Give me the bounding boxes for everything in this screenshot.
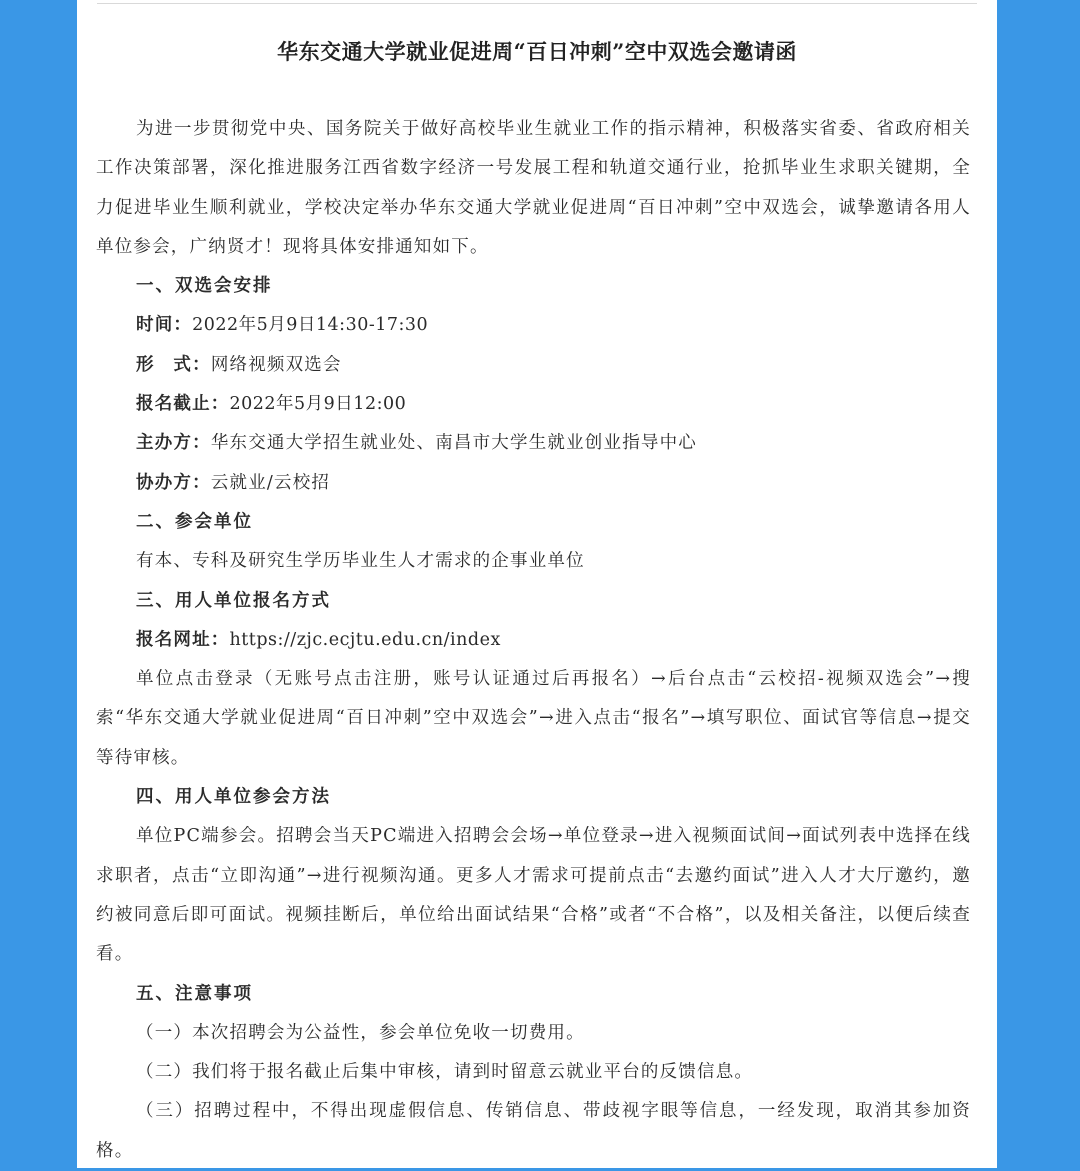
cohost-value: 云就业/云校招: [210, 472, 331, 493]
deadline-row: [96, 385, 971, 424]
participation-method: 单位PC端参会。招聘会当天PC端进入招聘会会场→单位登录→进入视频面试间→面试列表中选择在线求职者，点击“立即沟通”→进行视频沟通。更多人才需求可提前点击“去邀约面试”进入人才大厅邀约，邀约被同意后即可面试。视频挂断后，单位给出面试结果“合格”或者“不合格”，以及相关备注，以便后续查看。: [96, 826, 971, 965]
registration-url-row: [96, 621, 971, 660]
url-label: 报名网址：: [136, 629, 230, 650]
notice-item: （三）招聘过程中，不得出现虚假信息、传销信息、带歧视字眼等信息，一经发现，取消其参加资格。: [96, 1101, 971, 1161]
time-row: [96, 306, 971, 345]
host-row: [96, 424, 971, 463]
cohost-label: 协办方：: [136, 472, 211, 493]
form-value: 网络视频双选会: [210, 354, 342, 375]
document-page: [77, 0, 997, 1168]
host-label: 主办方：: [136, 433, 211, 454]
time-value: 2022年5月9日14:30-17:30: [192, 315, 429, 336]
notice-item: （一）本次招聘会为公益性，参会单位免收一切费用。: [136, 1022, 585, 1043]
intro-paragraph: 为进一步贯彻党中央、国务院关于做好高校毕业生就业工作的指示精神，积极落实省委、省政府相关工作决策部署，深化推进服务江西省数字经济一号发展工程和轨道交通行业，抢抓毕业生求职关键期，全力促进毕业生顺利就业，学校决定举办华东交通大学就业促进周“百日冲刺”空中双选会，诚挚邀请各用人单位参会，广纳贤才！现将具体安排通知如下。: [96, 119, 971, 257]
participants-text: 有本、专科及研究生学历毕业生人才需求的企事业单位: [136, 551, 585, 572]
form-row: [96, 346, 971, 385]
section-heading: 三、用人单位报名方式: [136, 590, 331, 611]
deadline-value: 2022年5月9日12:00: [229, 394, 407, 415]
notice-item: （二）我们将于报名截止后集中审核，请到时留意云就业平台的反馈信息。: [136, 1062, 754, 1083]
section-heading: 二、参会单位: [136, 511, 253, 532]
registration-steps: 单位点击登录（无账号点击注册，账号认证通过后再报名）→后台点击“云校招-视频双选会”→搜索“华东交通大学就业促进周“百日冲刺”空中双选会”→进入点击“报名”→填写职位、面试官等信息→提交等待审核。: [96, 669, 971, 768]
page-title: 华东交通大学就业促进周“百日冲刺”空中双选会邀请函: [277, 39, 797, 64]
section-heading: 一、双选会安排: [136, 276, 273, 297]
time-label: 时间：: [136, 315, 193, 336]
host-value: 华东交通大学招生就业处、南昌市大学生就业创业指导中心: [210, 433, 698, 454]
top-divider: [97, 3, 977, 4]
document-body: [96, 110, 971, 1171]
section-heading: 四、用人单位参会方法: [136, 787, 331, 808]
deadline-label: 报名截止：: [136, 394, 230, 415]
registration-url-link[interactable]: https://zjc.ecjtu.edu.cn/index: [229, 629, 501, 650]
section-heading: 五、注意事项: [136, 983, 253, 1004]
form-label: 形 式：: [136, 354, 211, 375]
cohost-row: [96, 464, 971, 503]
